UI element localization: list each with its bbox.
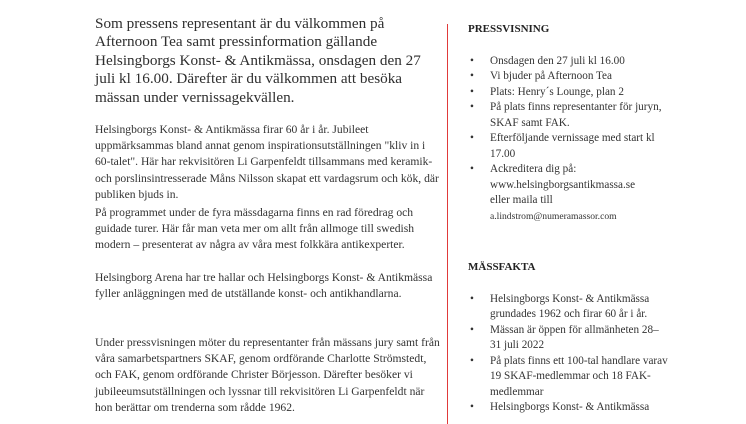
list-item: • Helsingborgs Konst- & Antikmässa grundades 1962 och firar 60 år i år.	[468, 292, 668, 323]
pressvisning-heading: PRESSVISNING	[468, 23, 550, 35]
accredit-label: Ackreditera dig på:	[490, 163, 577, 175]
pressvisning-list	[468, 54, 668, 225]
website-link[interactable]: www.helsingborgsantikmassa.se	[490, 178, 636, 191]
massfakta-section	[468, 260, 668, 416]
list-item: • Helsingborgs Konst- & Antikmässa	[468, 400, 668, 416]
list-item: • Mässan är öppen för allmänheten 28–31 juli 2022	[468, 323, 668, 354]
list-item: • På plats finns representanter för juryn, SKAF samt FAK.	[468, 100, 668, 131]
body-paragraph: Helsingborgs Konst- & Antikmässa firar 60 år i år. Jubileet uppmärksammas bland annat genom inspirationsutställningen "kliv in i 60-talet". Här har rekvisitören Li Garpenfeldt tillsammans med keramik- och porslinsintresserade Måns Nilsson skapat ett vardagsrum och kök, där publiken bjuds in.	[95, 123, 439, 201]
list-item: • På plats finns ett 100-tal handlare varav 19 SKAF-medlemmar och 18 FAK-medlemmar	[468, 354, 668, 401]
massfakta-list	[468, 292, 668, 416]
list-item: • Vi bjuder på Afternoon Tea	[468, 69, 668, 85]
list-item: • Plats: Henry´s Lounge, plan 2	[468, 85, 668, 101]
list-item: • Efterföljande vernissage med start kl 17.00	[468, 131, 668, 162]
massfakta-heading: MÄSSFAKTA	[468, 261, 536, 273]
mail-label: eller maila till	[490, 194, 553, 206]
body-paragraph: Under pressvisningen möter du representanter från mässans jury samt från våra samarbetspartners SKAF, genom ordförande Charlotte Strömstedt, och FAK, genom ordförande Christer Börjesson. Därefter besöker vi jubileeumsutställningen och lyssnar till rekvisitören Li Garpenfeldt när hon berättar om trenderna som rådde 1962.	[95, 336, 440, 414]
lead-paragraph: Som pressens representant är du välkommen på Afternoon Tea samt pressinformation gällande Helsingborgs Konst- & Antikmässa, onsdagen den 27 juli kl 16.00. Därefter är du välkommen att besöka mässan under vernissagekvällen.	[95, 15, 421, 106]
body-paragraph: Helsingborg Arena har tre hallar och Helsingborgs Konst- & Antikmässa fyller anläggningen med de utställande konst- och antikhandlarna.	[95, 271, 433, 301]
list-item: • Onsdagen den 27 juli kl 16.00	[468, 54, 668, 70]
email-link[interactable]: a.lindstrom@numeramassor.com	[490, 210, 617, 222]
pressvisning-section	[468, 22, 668, 224]
column-divider	[447, 24, 448, 424]
body-paragraph: På programmet under de fyra mässdagarna finns en rad föredrag och guidade turer. Här får man veta mer om allt från allmoge till swedish modern – presenterat av några av våra mest folkkära antikexperter.	[95, 206, 415, 252]
list-item-accredit	[468, 162, 668, 224]
